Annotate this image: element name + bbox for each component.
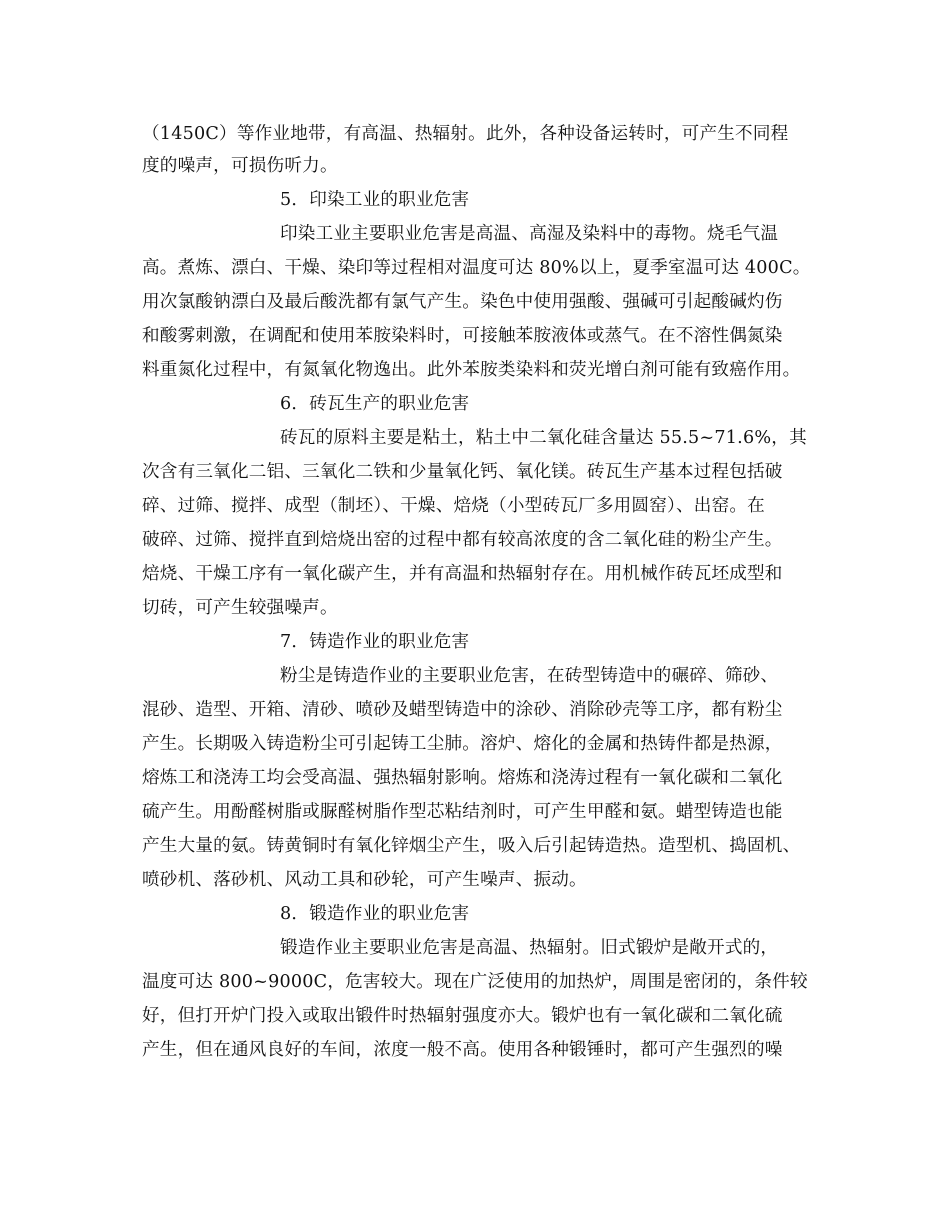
text-line: 产生，但在通风良好的车间，浓度一般不高。使用各种锻锤时，都可产生强烈的噪 [142,1040,783,1060]
section-heading-5: 5．印染工业的职业危害 [280,190,470,210]
text-line: 焙烧、干燥工序有一氧化碳产生，并有高温和热辐射存在。用机械作砖瓦坯成型和 [142,564,783,584]
text-line: （1450C）等作业地带，有高温、热辐射。此外，各种设备运转时，可产生不同程 [142,124,789,144]
text-line: 硫产生。用酚醛树脂或脲醛树脂作型芯粘结剂时，可产生甲醛和氨。蜡型铸造也能 [142,802,783,822]
text-line: 切砖，可产生较强噪声。 [142,598,338,618]
text-line: 熔炼工和浇涛工均会受高温、强热辐射影响。熔炼和浇涛过程有一氧化碳和二氧化 [142,768,783,788]
text-line: 混砂、造型、开箱、清砂、喷砂及蜡型铸造中的涂砂、消除砂壳等工序，都有粉尘 [142,700,783,720]
section-heading-6: 6．砖瓦生产的职业危害 [280,394,470,414]
section-heading-7: 7．铸造作业的职业危害 [280,632,470,652]
text-line: 次含有三氧化二铝、三氧化二铁和少量氧化钙、氧化镁。砖瓦生产基本过程包括破 [142,462,783,482]
text-line: 温度可达 800~9000C，危害较大。现在广泛使用的加热炉，周围是密闭的，条件较 [142,972,808,992]
text-line: 印染工业主要职业危害是高温、高湿及染料中的毒物。烧毛气温 [280,224,779,244]
text-line: 高。煮炼、漂白、干燥、染印等过程相对温度可达 80%以上，夏季室温可达 400C。 [142,258,811,278]
text-line: 粉尘是铸造作业的主要职业危害，在砖型铸造中的碾碎、筛砂、 [280,666,779,686]
text-line: 和酸雾刺激，在调配和使用苯胺染料时，可接触苯胺液体或蒸气。在不溶性偶氮染 [142,326,783,346]
text-line: 产生。长期吸入铸造粉尘可引起铸工尘肺。溶炉、熔化的金属和热铸件都是热源， [142,734,783,754]
text-line: 好，但打开炉门投入或取出锻件时热辐射强度亦大。锻炉也有一氧化碳和二氧化硫 [142,1006,783,1026]
text-line: 碎、过筛、搅拌、成型（制坯）、干燥、焙烧（小型砖瓦厂多用圆窑）、出窑。在 [142,496,765,516]
text-line: 料重氮化过程中，有氮氧化物逸出。此外苯胺类染料和荧光增白剂可能有致癌作用。 [142,360,801,380]
section-heading-8: 8．锻造作业的职业危害 [280,904,470,924]
text-line: 锻造作业主要职业危害是高温、热辐射。旧式锻炉是敞开式的， [280,938,779,958]
text-line: 用次氯酸钠漂白及最后酸洗都有氯气产生。染色中使用强酸、强碱可引起酸碱灼伤 [142,292,783,312]
text-line: 度的噪声，可损伤听力。 [142,156,338,176]
text-line: 产生大量的氨。铸黄铜时有氧化锌烟尘产生，吸入后引起铸造热。造型机、捣固机、 [142,836,801,856]
text-line: 砖瓦的原料主要是粘土，粘土中二氧化硅含量达 55.5~71.6%，其 [280,428,807,448]
text-line: 喷砂机、落砂机、风动工具和砂轮，可产生噪声、振动。 [142,870,587,890]
text-line: 破碎、过筛、搅拌直到焙烧出窑的过程中都有较高浓度的含二氧化硅的粉尘产生。 [142,530,783,550]
